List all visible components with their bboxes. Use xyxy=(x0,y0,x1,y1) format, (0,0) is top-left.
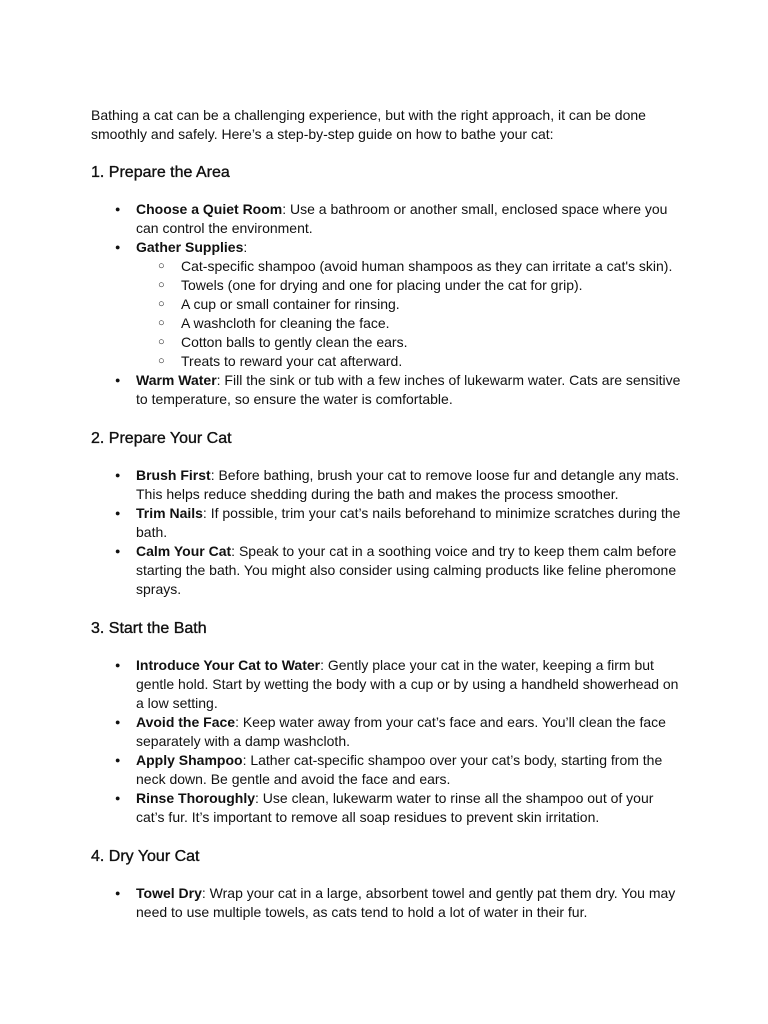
list-item-choose-quiet-room xyxy=(91,200,681,238)
sublist-item-text: A washcloth for cleaning the face. xyxy=(181,315,390,331)
sublist-item xyxy=(136,352,681,371)
bullet-icon: ● xyxy=(115,888,121,898)
sublist-item-text: Towels (one for drying and one for placing under the cat for grip). xyxy=(181,277,583,293)
item-text: : xyxy=(243,239,248,255)
section-title-dry-cat: 4. Dry Your Cat xyxy=(91,848,200,865)
section-list-prepare-area xyxy=(91,200,681,409)
item-text: : Speak to your cat in a soothing voice and try to keep them calm before starting the bath. You might also consider using calming products like feline pheromone sprays. xyxy=(136,543,677,597)
section-list-prepare-cat xyxy=(91,466,681,599)
bullet-icon: ● xyxy=(115,470,121,480)
circle-bullet-icon: ○ xyxy=(158,298,165,310)
sublist-item xyxy=(136,276,681,295)
item-text: : Lather cat-specific shampoo over your cat’s body, starting from the neck down. Be gentle and avoid the face and ears. xyxy=(136,752,663,787)
list-item-rinse-thoroughly xyxy=(91,789,681,827)
item-term: Avoid the Face xyxy=(136,714,236,730)
bullet-icon: ● xyxy=(115,546,121,556)
bullet-icon: ● xyxy=(115,793,121,803)
item-term: Trim Nails xyxy=(136,505,203,521)
list-item-calm-cat xyxy=(91,542,681,599)
bullet-icon: ● xyxy=(115,508,121,518)
list-item-avoid-face xyxy=(91,713,681,751)
sublist-item xyxy=(136,314,681,333)
sublist-item-text: Treats to reward your cat afterward. xyxy=(181,353,403,369)
bullet-icon: ● xyxy=(115,755,121,765)
item-text: : Wrap your cat in a large, absorbent towel and gently pat them dry. You may need to use multiple towels, as cats tend to hold a lot of water in their fur. xyxy=(136,885,676,920)
item-term: Rinse Thoroughly xyxy=(136,790,255,806)
list-item-towel-dry xyxy=(91,884,681,922)
item-term: Apply Shampoo xyxy=(136,752,243,768)
item-term: Towel Dry xyxy=(136,885,202,901)
sublist-item-text: Cat-specific shampoo (avoid human shampoos as they can irritate a cat's skin). xyxy=(181,258,673,274)
list-item-trim-nails xyxy=(91,504,681,542)
supplies-sublist xyxy=(136,257,681,371)
item-term: Choose a Quiet Room xyxy=(136,201,283,217)
sublist-item-text: A cup or small container for rinsing. xyxy=(181,296,400,312)
item-term: Calm Your Cat xyxy=(136,543,232,559)
circle-bullet-icon: ○ xyxy=(158,279,165,291)
section-list-start-bath xyxy=(91,656,681,827)
item-term: Brush First xyxy=(136,467,211,483)
item-text: : If possible, trim your cat’s nails beforehand to minimize scratches during the bath. xyxy=(136,505,681,540)
section-list-dry-cat xyxy=(91,884,681,922)
circle-bullet-icon: ○ xyxy=(158,317,165,329)
item-term: Warm Water xyxy=(136,372,217,388)
item-text: : Use a bathroom or another small, enclosed space where you can control the environment. xyxy=(136,201,668,236)
list-item-gather-supplies xyxy=(91,238,681,371)
sublist-item xyxy=(136,257,681,276)
circle-bullet-icon: ○ xyxy=(158,336,165,348)
sublist-item xyxy=(136,333,681,352)
document-page xyxy=(91,106,681,922)
item-text: : Before bathing, brush your cat to remove loose fur and detangle any mats. This helps reduce shedding during the bath and makes the process smoother. xyxy=(136,467,680,502)
bullet-icon: ● xyxy=(115,717,121,727)
circle-bullet-icon: ○ xyxy=(158,355,165,367)
item-term: Introduce Your Cat to Water xyxy=(136,657,321,673)
section-title-prepare-cat: 2. Prepare Your Cat xyxy=(91,430,232,447)
intro-paragraph: Bathing a cat can be a challenging experience, but with the right approach, it can be done smoothly and safely. Here’s a step-by-step guide on how to bathe your cat: xyxy=(91,107,646,142)
section-title-start-bath: 3. Start the Bath xyxy=(91,620,207,637)
circle-bullet-icon: ○ xyxy=(158,260,165,272)
item-text: : Fill the sink or tub with a few inches of lukewarm water. Cats are sensitive to temperature, so ensure the water is comfortable. xyxy=(136,372,681,407)
bullet-icon: ● xyxy=(115,242,121,252)
bullet-icon: ● xyxy=(115,660,121,670)
list-item-introduce-water xyxy=(91,656,681,713)
sublist-item-text: Cotton balls to gently clean the ears. xyxy=(181,334,408,350)
section-title-prepare-area: 1. Prepare the Area xyxy=(91,164,230,181)
item-term: Gather Supplies xyxy=(136,239,244,255)
bullet-icon: ● xyxy=(115,204,121,214)
list-item-apply-shampoo xyxy=(91,751,681,789)
bullet-icon: ● xyxy=(115,375,121,385)
item-text: : Keep water away from your cat’s face and ears. You’ll clean the face separately with a damp washcloth. xyxy=(136,714,666,749)
item-text: : Use clean, lukewarm water to rinse all the shampoo out of your cat’s fur. It’s important to remove all soap residues to prevent skin irritation. xyxy=(136,790,654,825)
list-item-warm-water xyxy=(91,371,681,409)
item-text: : Gently place your cat in the water, keeping a firm but gentle hold. Start by wetting the body with a cup or by using a handheld showerhead on a low setting. xyxy=(136,657,679,711)
list-item-brush-first xyxy=(91,466,681,504)
sublist-item xyxy=(136,295,681,314)
